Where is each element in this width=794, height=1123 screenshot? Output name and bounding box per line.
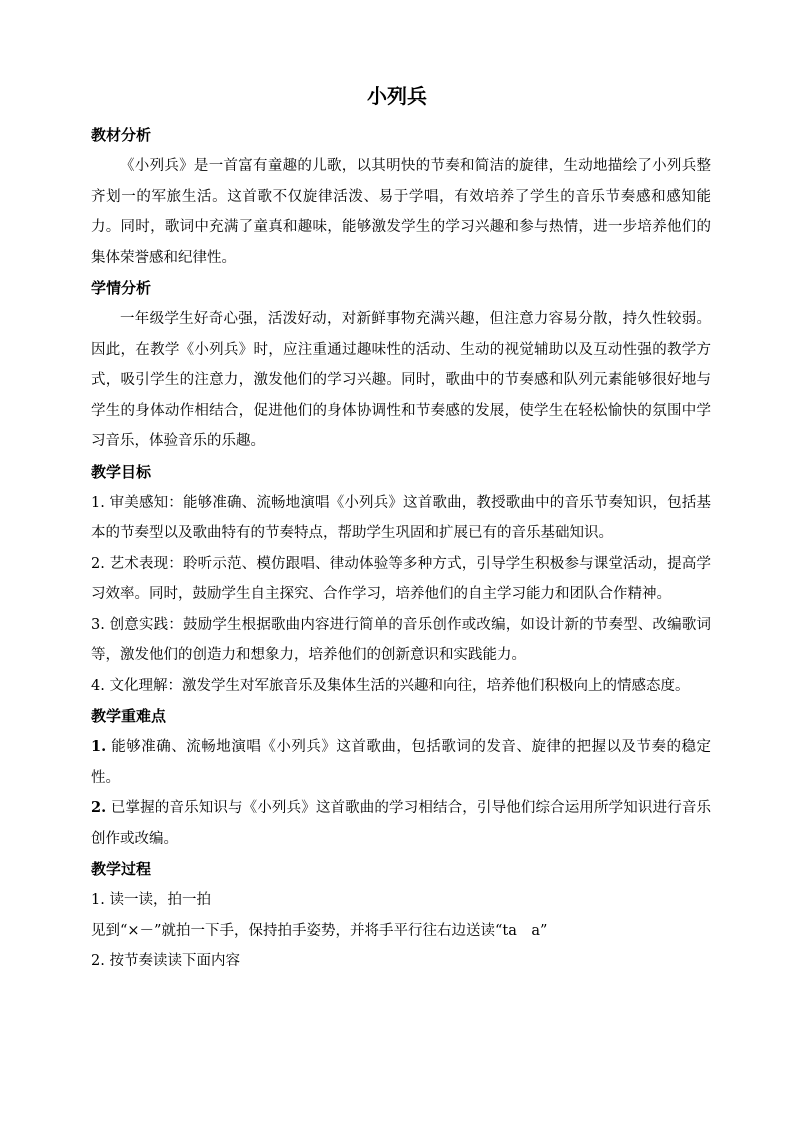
- section-heading-students: 学情分析: [91, 279, 152, 297]
- process-line-1: 1. 读一读，拍一拍: [91, 892, 211, 908]
- goal-item-3: 3. 创意实践：鼓励学生根据歌曲内容进行简单的音乐创作或改编，如设计新的节奏型、改编歌词等，激发他们的创造力和想象力，培养他们的创新意识和实践能力。: [91, 616, 711, 663]
- analysis-paragraph: 《小列兵》是一首富有童趣的儿歌，以其明快的节奏和简洁的旋律，生动地描绘了小列兵整齐划一的军旅生活。这首歌不仅旋律活泼、易于学唱，有效培养了学生的音乐节奏感和感知能力。同时，歌词中充满了童真和趣味，能够激发学生的学习兴趣和参与热情，进一步培养他们的集体荣誉感和纪律性。: [91, 158, 711, 266]
- document-title: 小列兵: [367, 84, 427, 108]
- process-line-2: 见到“×－”就拍一下手，保持拍手姿势，并将手平行往右边送读“ta a”: [91, 922, 548, 939]
- keypoint-number: 2.: [91, 799, 107, 816]
- section-heading-process: 教学过程: [91, 860, 152, 878]
- goal-item-2: 2. 艺术表现：聆听示范、模仿跟唱、律动体验等多种方式，引导学生积极参与课堂活动，提高学习效率。同时，鼓励学生自主探究、合作学习，培养他们的自主学习能力和团队合作精神。: [91, 555, 711, 602]
- goal-item-1: 1. 审美感知：能够准确、流畅地演唱《小列兵》这首歌曲，教授歌曲中的音乐节奏知识，包括基本的节奏型以及歌曲特有的节奏特点，帮助学生巩固和扩展已有的音乐基础知识。: [91, 494, 711, 541]
- keypoint-text: 已掌握的音乐知识与《小列兵》这首歌曲的学习相结合，引导他们综合运用所学知识进行音乐创作或改编。: [91, 800, 711, 847]
- section-heading-goals: 教学目标: [91, 462, 152, 481]
- process-line-3: 2. 按节奏读读下面内容: [91, 953, 240, 969]
- students-paragraph: 一年级学生好奇心强，活泼好动，对新鲜事物充满兴趣，但注意力容易分散，持久性较弱。因此，在教学《小列兵》时，应注重通过趣味性的活动、生动的视觉辅助以及互动性强的教学方式，吸引学生的注意力，激发他们的学习兴趣。同时，歌曲中的节奏感和队列元素能够很好地与学生的身体动作相结合，促进他们的身体协调性和节奏感的发展，使学生在轻松愉快的氛围中学习音乐，体验音乐的乐趣。: [91, 311, 711, 449]
- section-heading-keypoints: 教学重难点: [91, 707, 167, 725]
- section-heading-analysis: 教材分析: [91, 126, 152, 144]
- goal-item-4: 4. 文化理解：激发学生对军旅音乐及集体生活的兴趣和向往，培养他们积极向上的情感态度。: [91, 677, 690, 694]
- keypoint-number: 1.: [91, 738, 107, 755]
- keypoint-item-2: [91, 793, 711, 854]
- document-body: [91, 120, 711, 977]
- keypoint-text: 能够准确、流畅地演唱《小列兵》这首歌曲，包括歌词的发音、旋律的把握以及节奏的稳定性。: [91, 739, 712, 786]
- keypoint-item-1: [91, 732, 711, 793]
